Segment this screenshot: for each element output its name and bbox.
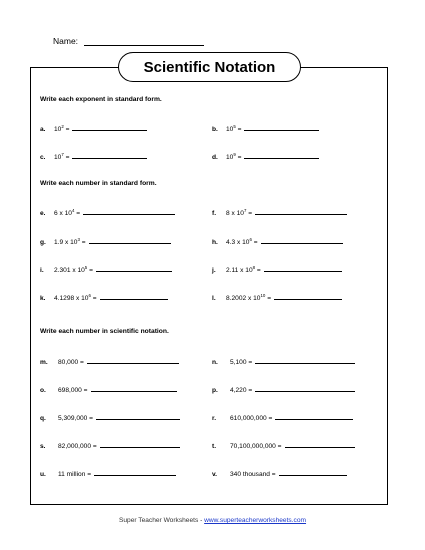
- footer-link[interactable]: www.superteacherworksheets.com: [204, 517, 307, 524]
- problem-i: i. 2.301 x $10^5$ =: [40, 265, 172, 274]
- answer-blank[interactable]: [255, 357, 355, 364]
- problem-e: e. 6 x $10^4$ =: [40, 208, 175, 217]
- problem-f: f. 8 x $10^7$ =: [212, 208, 347, 217]
- section-heading-scientific: Write each number in scientific notation.: [40, 328, 169, 335]
- name-label: Name:: [53, 36, 79, 46]
- problem-h: h. 4.3 x $10^6$ =: [212, 237, 343, 246]
- problem-k: k. 4.1298 x $10^6$ =: [40, 293, 168, 302]
- answer-blank[interactable]: [274, 293, 342, 300]
- problem-r: r. 610,000,000 =: [212, 413, 353, 422]
- answer-blank[interactable]: [275, 413, 353, 420]
- answer-blank[interactable]: [264, 265, 342, 272]
- answer-blank[interactable]: [255, 385, 355, 392]
- problem-q: q. 5,309,000 =: [40, 413, 180, 422]
- answer-blank[interactable]: [72, 124, 147, 131]
- problem-u: u. 11 million =: [40, 469, 176, 478]
- answer-blank[interactable]: [100, 293, 168, 300]
- problem-a: a. $10^2$ =: [40, 124, 147, 133]
- answer-blank[interactable]: [255, 208, 347, 215]
- name-field[interactable]: [84, 36, 204, 46]
- problem-v: v. 340 thousand =: [212, 469, 347, 478]
- page-title: Scientific Notation: [118, 52, 301, 82]
- name-row: [53, 36, 204, 46]
- answer-blank[interactable]: [279, 469, 347, 476]
- answer-blank[interactable]: [244, 152, 319, 159]
- problem-c: c. $10^7$ =: [40, 152, 147, 161]
- answer-blank[interactable]: [285, 441, 355, 448]
- answer-blank[interactable]: [100, 441, 180, 448]
- answer-blank[interactable]: [91, 385, 177, 392]
- problem-t: t. 70,100,000,000 =: [212, 441, 355, 450]
- problem-o: o. 698,000 =: [40, 385, 177, 394]
- problem-l: l. 8.2002 x $10^{10}$ =: [212, 293, 342, 302]
- answer-blank[interactable]: [96, 265, 172, 272]
- answer-blank[interactable]: [83, 208, 175, 215]
- footer: [0, 517, 425, 524]
- problem-j: j. 2.11 x $10^8$ =: [212, 265, 342, 274]
- footer-separator: -: [198, 517, 205, 524]
- problem-n: n. 5,100 =: [212, 357, 355, 366]
- section-heading-exponents: Write each exponent in standard form.: [40, 96, 162, 103]
- problem-d: d. $10^9$ =: [212, 152, 319, 161]
- problem-p: p. 4,220 =: [212, 385, 355, 394]
- problem-g: g. 1.9 x $10^3$ =: [40, 237, 171, 246]
- answer-blank[interactable]: [87, 357, 179, 364]
- answer-blank[interactable]: [94, 469, 176, 476]
- problem-s: s. 82,000,000 =: [40, 441, 180, 450]
- problem-b: b. $10^5$ =: [212, 124, 319, 133]
- answer-blank[interactable]: [89, 237, 171, 244]
- answer-blank[interactable]: [244, 124, 319, 131]
- answer-blank[interactable]: [261, 237, 343, 244]
- section-heading-standard-form: Write each number in standard form.: [40, 180, 157, 187]
- problem-m: m. 80,000 =: [40, 357, 179, 366]
- footer-brand: Super Teacher Worksheets: [118, 517, 199, 524]
- answer-blank[interactable]: [96, 413, 180, 420]
- answer-blank[interactable]: [72, 152, 147, 159]
